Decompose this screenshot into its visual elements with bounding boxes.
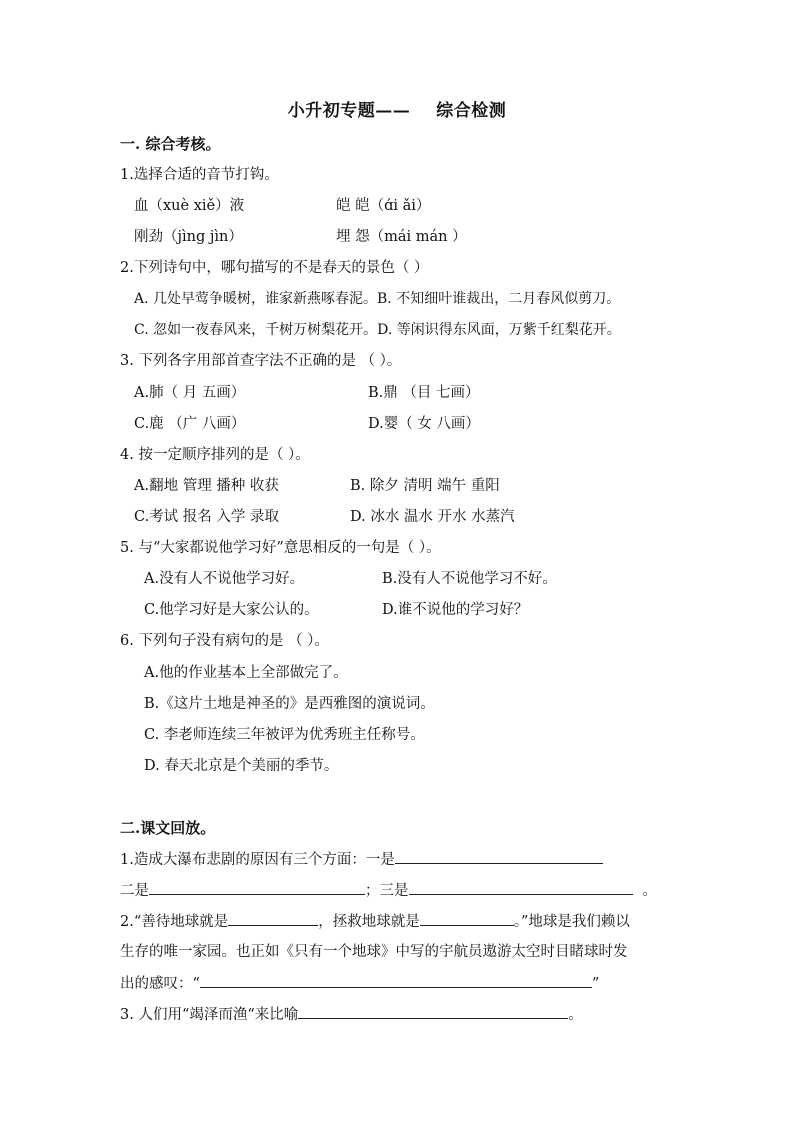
q3-option-d: D.婴（ 女 八画） [368,416,480,432]
q1-row1-right: 皑 皑（ɑ́i ǎi） [336,198,431,214]
s2-q2-line1 [120,911,630,932]
q4-option-d: D. 冰水 温水 开水 水蒸汽 [350,509,515,525]
answer-blank-4[interactable] [228,911,318,926]
q6-option-d: D. 春天北京是个美丽的季节。 [144,758,339,774]
s2-q3-line [120,1004,583,1025]
q1-row2-right: 埋 怨（mái mán ） [336,229,467,245]
s2-q2-line3 [120,973,599,994]
title-main: 小升初专题—— [287,101,411,121]
s2-q1-text3: ；三是 [365,883,409,899]
q6-option-a: A.他的作业基本上全部做完了。 [144,665,348,681]
answer-blank-5[interactable] [420,911,514,926]
s2-q1-end: 。 [642,883,657,899]
q3-stem: 3. 下列各字用部首查字法不正确的是 （ ）。 [120,353,402,369]
answer-blank-1[interactable] [395,849,603,864]
q1-row2-left: 刚劲（jìng jìn） [134,229,243,245]
s2-q2-text5: ” [591,976,600,992]
answer-blank-2[interactable] [149,880,365,895]
answer-blank-6[interactable] [200,973,592,988]
q2-options-cd: C. 忽如一夜春风来，千树万树梨花开。D. 等闲识得东风面，万紫千红梨花开。 [134,322,621,338]
q5-option-b: B.没有人不说他学习不好。 [382,571,557,587]
q1-row1-left: 血（xuè xiě）液 [134,198,245,214]
q4-option-a: A.翻地 管理 播种 收获 [134,478,279,494]
q2-options-ab: A. 几处早莺争暖树，谁家新燕啄春泥。B. 不知细叶谁裁出，二月春风似剪刀。 [134,291,621,307]
q3-option-b: B.鼎 （目 七画） [368,385,480,401]
q3-option-a: A.肺（ 月 五画） [134,385,246,401]
q2-stem: 2.下列诗句中，哪句描写的不是春天的景色（ ） [120,260,429,276]
q6-option-b: B.《这片土地是神圣的》是西雅图的演说词。 [144,696,435,712]
q4-option-b: B. 除夕 清明 端午 重阳 [350,478,500,494]
answer-blank-3[interactable] [409,880,633,895]
s2-q1-text1: 1.造成大瀑布悲剧的原因有三个方面：一是 [120,852,395,868]
q6-option-c: C. 李老师连续三年被评为优秀班主任称号。 [144,727,425,743]
s2-q1-line2 [120,880,657,901]
q5-stem: 5. 与“大家都说他学习好”意思相反的一句是（ ）。 [120,540,441,556]
q1-stem: 1.选择合适的音节打钩。 [120,167,279,183]
s2-q2-line2: 生存的唯一家园。也正如《只有一个地球》中写的宇航员遨游太空时目睹球时发 [120,944,628,960]
q5-option-d: D.谁不说他的学习好？ [382,602,529,618]
s2-q2-text4: 出的感叹：“ [120,976,200,992]
q5-option-a: A.没有人不说他学习好。 [144,571,305,587]
q4-stem: 4. 按一定顺序排列的是（ ）。 [120,447,310,463]
s2-q2-text3: 。”地球是我们赖以 [513,914,630,930]
s2-q3-text2: 。 [568,1007,583,1023]
q5-option-c: C.他学习好是大家公认的。 [144,602,319,618]
q3-option-c: C.鹿 （广 八画） [134,416,246,432]
answer-blank-7[interactable] [298,1004,568,1019]
section2-heading: 二.课文回放。 [120,819,216,837]
s2-q2-text1: 2.“善待地球就是 [120,914,229,930]
s2-q1-text2: 二是 [120,883,149,899]
s2-q2-text2: ，拯救地球就是 [318,914,420,930]
title-sub: 综合检测 [436,101,507,121]
section1-heading: 一. 综合考核。 [120,135,221,153]
s2-q3-text1: 3. 人们用“竭泽而渔“来比喻 [120,1007,299,1023]
s2-q1-line1 [120,849,603,870]
q4-option-c: C.考试 报名 入学 录取 [134,509,280,525]
q6-stem: 6. 下列句子没有病句的是 （ ）。 [120,633,329,649]
page-title [0,96,794,121]
